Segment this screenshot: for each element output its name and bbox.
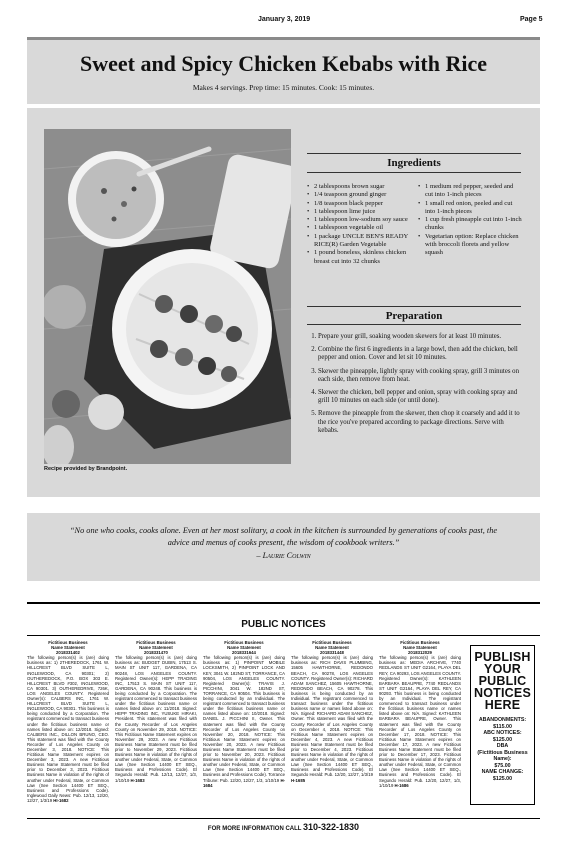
publish-ad-headline: NOTICES: [474, 686, 531, 700]
notice-column: [291, 640, 373, 783]
quote-author: – Laurie Colwin: [256, 551, 311, 560]
notice-column: [379, 640, 461, 788]
public-notices-title: PUBLIC NOTICES: [241, 619, 326, 630]
notice-body: The following person(s) is (are) doing business as: MEDIA ARCHIVE, 7740 REDLANDS ST UNIT G2164, PLAYA DEL REY, CA 90293, LOS ANGELES COUNTY. Registered Owner(s): KATHLEEN BARBARA BEAUPRE, 7740 REDLANDS ST UNIT G2164, PLAYA DEL REY, CA 90293. This business is being conducted by an Individual. The registrant commenced to transact business under the fictitious business name or names listed above on: N/A. Signed: KATHLEEN BARBARA BEAUPRE, Owner. This statement was filed with the County Recorder of Los Angeles County on December 17, 2018. NOTICE: This Fictitious Name Statement expires on December 17, 2023. A new Fictitious Business Name Statement must be filed prior to December 17, 2023. Fictitious Business Name in violation of the rights of another under Federal, State, or Common Law (See Section 14400 ET SEQ., Business and Professions Code). El Segundo Herald: Pub. 12/20, 12/27, 1/3, 1/10/19 H-1686: [379, 655, 461, 788]
publish-ad-price-line: (Fictitious Business Name):: [477, 749, 528, 762]
ingredient-item: • 1 small red onion, peeled and cut into 1-inch pieces: [418, 200, 522, 217]
notice-number: 2018312029: [408, 650, 432, 656]
notice-heading: Fictitious Business: [48, 640, 88, 645]
preparation-step: 3. Skewer the pineapple, lightly spray with cooking spray, grill 3 minutes on each side, then remove from heat.: [318, 368, 521, 384]
ingredient-item: • Vegetarian option: Replace chicken with broccoli florets and yellow squash: [418, 233, 522, 258]
publish-ad-price-line: $125.00: [492, 736, 513, 743]
kebab-photo-graphic: [44, 129, 291, 464]
ingredients-bottom-rule: [307, 172, 521, 173]
preparation-steps: [307, 333, 521, 440]
publish-ad-headline: HERE: [484, 698, 521, 712]
ingredient-item: • 1 tablespoon low-sodium soy sauce: [307, 216, 413, 224]
preparation-title: Preparation: [385, 310, 443, 322]
preparation-top-rule: [307, 306, 521, 307]
notices-title-rule: [27, 635, 540, 636]
notice-id: H-1685: [291, 777, 306, 783]
notice-heading: Fictitious Business: [400, 640, 440, 645]
publish-ad-price-line: $115.00: [493, 723, 512, 730]
ingredient-item: • 1 tablespoon vegetable oil: [307, 224, 413, 232]
publish-ad-price-line: $75.00: [494, 762, 511, 769]
quote-text: “No one who cooks, cooks alone. Even at her most solitary, a cook in the kitchen is surrounded by generations of cooks past, the advice and menus of cooks present, the wisdom of cookbook writers.”: [69, 526, 498, 547]
footer-phone: 310-322-1830: [303, 822, 360, 832]
footer-rule: [27, 818, 540, 819]
notice-id: H-1686: [394, 782, 409, 788]
publish-ad-headline: PUBLIC: [478, 674, 527, 688]
photo-credit: Recipe provided by Brandpoint.: [44, 466, 128, 472]
publish-ad-price-line: ABANDONMENTS:: [478, 717, 527, 723]
ingredient-item: • 1 package UNCLE BEN'S READY RICE(R) Garden Vegetable: [307, 233, 413, 250]
ingredient-item: • 1/8 teaspoon black pepper: [307, 200, 413, 208]
notice-subheading: Name Statement: [139, 645, 173, 651]
notice-subheading: Name Statement: [403, 645, 437, 651]
publish-ad-headline: PUBLISH: [474, 650, 531, 664]
notice-body: The following person(s) is (are) doing business as: 1) PINPOINT MOBILE LOCKSMITH, 2) PINPOINT LOCK AND KEY, 3041 W. 182ND ST, TORRANCE, CA 90504, LOS ANGELES COUNTY. Registered Owner(s): TRAVIS J. PICCHINI, 3041 W. 182ND ST, TORRANCE, CA 90504. This business is being conducted by an Individual. The registrant commenced to transact business under the fictitious business name or names listed above on: 10/2018. Signed: DANIEL J. PICCHINI II, Owner. This statement was filed with the County Recorder of Los Angeles County on November 20, 2018. NOTICE: This Fictitious Name Statement expires on November 20, 2023. A new Fictitious Business Name Statement must be filed prior to November 20, 2023. Fictitious Business Name in violation of the rights of another under Federal, State, or Common Law (See Section 14400 ET SEQ., Business and Professions Code). Torrance Tribune: Pub. 12/20, 12/27, 1/3, 1/10/19 H-1684: [203, 655, 285, 788]
notice-body: The following person(s) is (are) doing business as: RICH DAVIS PLUMBING, 15605 HAWTHORNE, REDONDO BEACH, CA 90278, LOS ANGELES COUNTY. Registered Owner(s): RICHARD ADAM SANCHEZ, 15605 HAWTHORNE, REDONDO BEACH, CA 90278. This business is being conducted by an Individual. The registrant commenced to transact business under the fictitious business name or names listed above on: N/A. Signed: RICHARD ADAM SANCHEZ, Owner. This statement was filed with the County Recorder of Los Angeles County on December 4, 2018. NOTICE: This Fictitious Name Statement expires on December 4, 2023. A new Fictitious Business Name Statement must be filed prior to December 4, 2023. Fictitious Business Name in violation of the rights of another under Federal, State, or Common Law (See Section 14400 ET SEQ., Business and Professions Code). El Segundo Herald: Pub. 12/20, 12/27, 1/3/19 H-1685: [291, 655, 373, 783]
preparation-step: 2. Combine the first 6 ingredients in a large bowl, then add the chicken, bell pepper and onion. Cover and let sit 10 minutes.: [318, 346, 521, 362]
title-top-rule: [27, 37, 540, 40]
notice-id: HI-1682: [53, 797, 69, 803]
notice-subheading: Name Statement: [315, 645, 349, 651]
kebab-photo: [44, 129, 291, 464]
ingredients-title: Ingredients: [387, 157, 441, 169]
ingredient-item: • 1 tablespoon lime juice: [307, 208, 413, 216]
notice-column: [203, 640, 285, 788]
publish-ad-headline: YOUR: [484, 662, 521, 676]
footer-info: [27, 822, 540, 832]
notice-body: The following person(s) is (are) doing business as: 1) 2THEREDOCK, 1761 W. HILLCREST BLVD SUITE L, INGLEWOOD, CA 90301; 2) OUTHEREDOCK, P.O. BOX 303 E. HILLCREST BLVD #302, INGLEWOOD, CA 90301. 3) OUTHEREDRIVE, 726K, LOS ANGELES COUNTY. Registered Owner(s): CALBERS INC, 1761 W. HILLCREST BLVD SUITE L, INGLEWOOD, CA 90301. This business is being conducted by a Corporation. The registrant commenced to transact business under the fictitious business name or names listed above on: 12/2018. Signed: CALBERS INC., DILLON BRUNO, CEO. This statement was filed with the County Recorder of Los Angeles County on December 3, 2018. NOTICE: This Fictitious Name Statement expires on December 3, 2023. A new Fictitious Business Name Statement must be filed prior to December 3, 2023. Fictitious Business Name in violation of the rights of another under Federal, State, or Common Law (See Section 14400 ET SEQ., Business and Professions Code). Inglewood Daily News: Pub. 12/13, 12/20, 12/27, 1/3/19 HI-1682: [27, 655, 109, 803]
notice-subheading: Name Statement: [51, 645, 85, 651]
notice-heading: Fictitious Business: [312, 640, 352, 645]
ingredients-col-2: [418, 183, 522, 258]
preparation-step: 5. Remove the pineapple from the skewer, then chop it coarsely and add it to the rice you've prepared according to package directions. Serve with kebabs.: [318, 410, 521, 435]
notice-number: 2018331402: [56, 650, 80, 656]
notice-number: 2018331448: [320, 650, 344, 656]
notice-column: [115, 640, 197, 783]
preparation-step: 1. Prepare your grill, soaking wooden skewers for at least 10 minutes.: [318, 333, 521, 341]
ingredient-item: • 1 medium red pepper, seeded and cut into 1-inch pieces: [418, 183, 522, 200]
preparation-step: 4. Skewer the chicken, bell pepper and onion, spray with cooking spray and grill 10 minutes on each side (or until done).: [318, 389, 521, 405]
notice-number: 2018331470: [144, 650, 168, 656]
notices-top-rule: [27, 602, 540, 604]
publish-ad-price-line: NAME CHANGE:: [481, 769, 524, 775]
notice-column: [27, 640, 109, 803]
preparation-bottom-rule: [307, 324, 521, 325]
notice-heading: Fictitious Business: [136, 640, 176, 645]
ingredients-top-rule: [307, 153, 521, 154]
notice-subheading: Name Statement: [227, 645, 261, 651]
ingredient-item: • 1/4 teaspoon ground ginger: [307, 191, 413, 199]
page-number: Page 5: [520, 16, 543, 23]
notice-heading: Fictitious Business: [224, 640, 264, 645]
publish-ad-price-line: DBA: [496, 743, 509, 749]
footer-label: FOR MORE INFORMATION CALL: [207, 826, 302, 832]
ingredient-item: • 1 cup fresh pineapple cut into 1-inch chunks: [418, 216, 522, 233]
publish-notices-ad: [470, 645, 535, 805]
ingredients-col-1: [307, 183, 413, 266]
ingredient-item: • 1 pound boneless, skinless chicken breast cut into 32 chunks: [307, 249, 413, 266]
recipe-title: Sweet and Spicy Chicken Kebabs with Rice: [79, 51, 488, 76]
publish-ad-price-line: ABC NOTICES:: [483, 730, 522, 736]
issue-date: January 3, 2019: [258, 16, 311, 23]
publish-ad-price-line: $125.00: [492, 775, 513, 782]
recipe-meta: Makes 4 servings. Prep time: 15 minutes. Cook: 15 minutes.: [192, 83, 375, 92]
notice-id: H-1684: [203, 777, 285, 788]
ingredient-item: • 2 tablespoons brown sugar: [307, 183, 413, 191]
notice-body: The following person(s) is (are) doing business as: BUDGET DUBIN, 17513 S. MAIN ST UNIT 117, GARDENA, CA 90248, LOS ANGELES COUNTY. Registered Owner(s): HEPP TRADING INC, 17513 S. MAIN ST UNIT 117, GARDENA, CA 90248. This business is being conducted by a Corporation. The registrant commenced to transact business under the fictitious business name or names listed above on: 11/2018. Signed: HEPP TRADING INC, YUSUKE HIRAKI, President. This statement was filed with the County Recorder of Los Angeles County on November 29, 2018. NOTICE: This Fictitious Name Statement expires on November 29, 2023. A new Fictitious Business Name Statement must be filed prior to November 29, 2023. Fictitious Business Name in violation of the rights of another under Federal, State, or Common Law (See Section 14400 ET SEQ., Business and Professions Code). El Segundo Herald: Pub. 12/13, 12/27, 1/3, 1/10/19 H-1683: [115, 655, 197, 783]
notice-id: H-1683: [130, 777, 145, 783]
notice-number: 2018331644: [232, 650, 256, 656]
notice-columns: [27, 640, 467, 815]
